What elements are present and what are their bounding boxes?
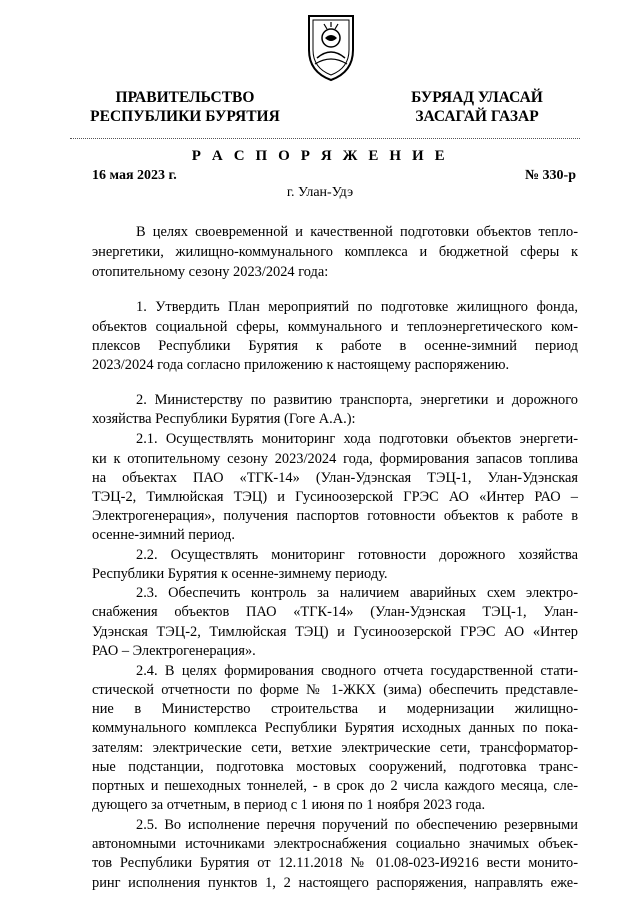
body-line: стической отчетности по форме № 1-ЖКХ (зима) обеспечить представле- bbox=[92, 682, 578, 698]
body-line: 2. Министерству по развитию транспорта, энергетики и дорожного bbox=[136, 392, 578, 408]
body-line: снабжения объектов ПАО «ТГК-14» (Улан-Удэнская ТЭЦ-1, Улан- bbox=[92, 604, 578, 620]
body-line: плексов Республики Бурятия к работе в осенне-зимний период bbox=[92, 338, 578, 354]
body-line: 2023/2024 года согласно приложению к настоящему распоряжению. bbox=[92, 357, 510, 373]
body-line: хозяйства Республики Бурятия (Гоге А.А.): bbox=[92, 411, 356, 427]
document-date: 16 мая 2023 г. bbox=[92, 168, 177, 183]
body-line: зателям: электрические сети, ветхие электрические сети, трансформатор- bbox=[92, 740, 578, 756]
body-line: тов Республики Бурятия от 12.11.2018 № 01.08-023-И9216 вести монито- bbox=[92, 855, 578, 871]
body-line: автономными источниками электроснабжения социально значимых объек- bbox=[92, 836, 578, 852]
header-left-line1: ПРАВИТЕЛЬСТВО bbox=[115, 89, 255, 106]
body-line: Республики Бурятия к осенне-зимнему периоду. bbox=[92, 566, 388, 582]
body-line: 2.2. Осуществлять мониторинг готовности дорожного хозяйства bbox=[136, 547, 578, 563]
body-line: на объектах ПАО «ТГК-14» (Улан-Удэнская ТЭЦ-1, Улан-Удэнская bbox=[92, 470, 578, 486]
header-left-government-name bbox=[80, 88, 290, 126]
body-line: объектов социальной сферы, коммунального и теплоэнергетического ком- bbox=[92, 319, 578, 335]
body-line: коммунального комплекса Республики Бурятия исходных данных по пока- bbox=[92, 720, 578, 736]
body-line: 2.3. Обеспечить контроль за наличием аварийных схем электро- bbox=[136, 585, 578, 601]
body-line: отопительному сезону 2023/2024 года: bbox=[92, 264, 329, 280]
header-right-government-name bbox=[392, 88, 562, 126]
body-line: портных и пешеходных тоннелей, - в срок до 2 числа каждого месяца, сле- bbox=[92, 778, 578, 794]
body-line: ные подстанции, подготовка мостовых сооружений, подготовка транс- bbox=[92, 759, 578, 775]
document-city: г. Улан-Удэ bbox=[286, 185, 354, 200]
body-line: энергетики, жилищно-коммунального комплекса и бюджетной сферы к bbox=[92, 244, 578, 260]
body-line: 2.1. Осуществлять мониторинг хода подготовки объектов энергети- bbox=[136, 431, 578, 447]
body-line: РАО – Электрогенерация». bbox=[92, 643, 256, 659]
body-line: 2.5. Во исполнение перечня поручений по обеспечению резервными bbox=[136, 817, 578, 833]
body-line: ки к отопительному сезону 2023/2024 года, формирования запасов топлива bbox=[92, 451, 578, 467]
header-divider bbox=[70, 138, 580, 139]
body-line: В целях своевременной и качественной подготовки объектов тепло- bbox=[136, 224, 578, 240]
header-left-line2: РЕСПУБЛИКИ БУРЯТИЯ bbox=[90, 108, 280, 125]
document-type: Р А С П О Р Я Ж Е Н И Е bbox=[191, 148, 449, 164]
body-line: ТЭЦ-2, Тимлюйская ТЭЦ) и Гусиноозерской ГРЭС АО «Интер РАО – bbox=[92, 489, 578, 505]
body-line: Электрогенерация», получения паспортов готовности объектов к работе в bbox=[92, 508, 578, 524]
body-line: ние в Министерство строительства и модернизации жилищно- bbox=[92, 701, 578, 717]
body-line: 2.4. В целях формирования сводного отчета государственной стати- bbox=[136, 663, 578, 679]
body-line: дующего за отчетным, в период с 1 июня по 1 ноября 2023 года. bbox=[92, 797, 486, 813]
document-number: № 330-р bbox=[524, 168, 576, 183]
header-right-line1: БУРЯАД УЛАСАЙ bbox=[411, 89, 543, 106]
coat-of-arms-emblem bbox=[301, 10, 361, 84]
header-right-line2: ЗАСАГАЙ ГАЗАР bbox=[415, 108, 539, 125]
body-line: ринг исполнения пунктов 1, 2 настоящего распоряжения, направлять еже- bbox=[92, 875, 578, 891]
body-line: 1. Утвердить План мероприятий по подготовке жилищного фонда, bbox=[136, 299, 578, 315]
body-line: Удэнская ТЭЦ-2, Тимлюйская ТЭЦ) и Гусиноозерской ГРЭС АО «Интер bbox=[92, 624, 578, 640]
body-line: осенне-зимний период. bbox=[92, 527, 235, 543]
